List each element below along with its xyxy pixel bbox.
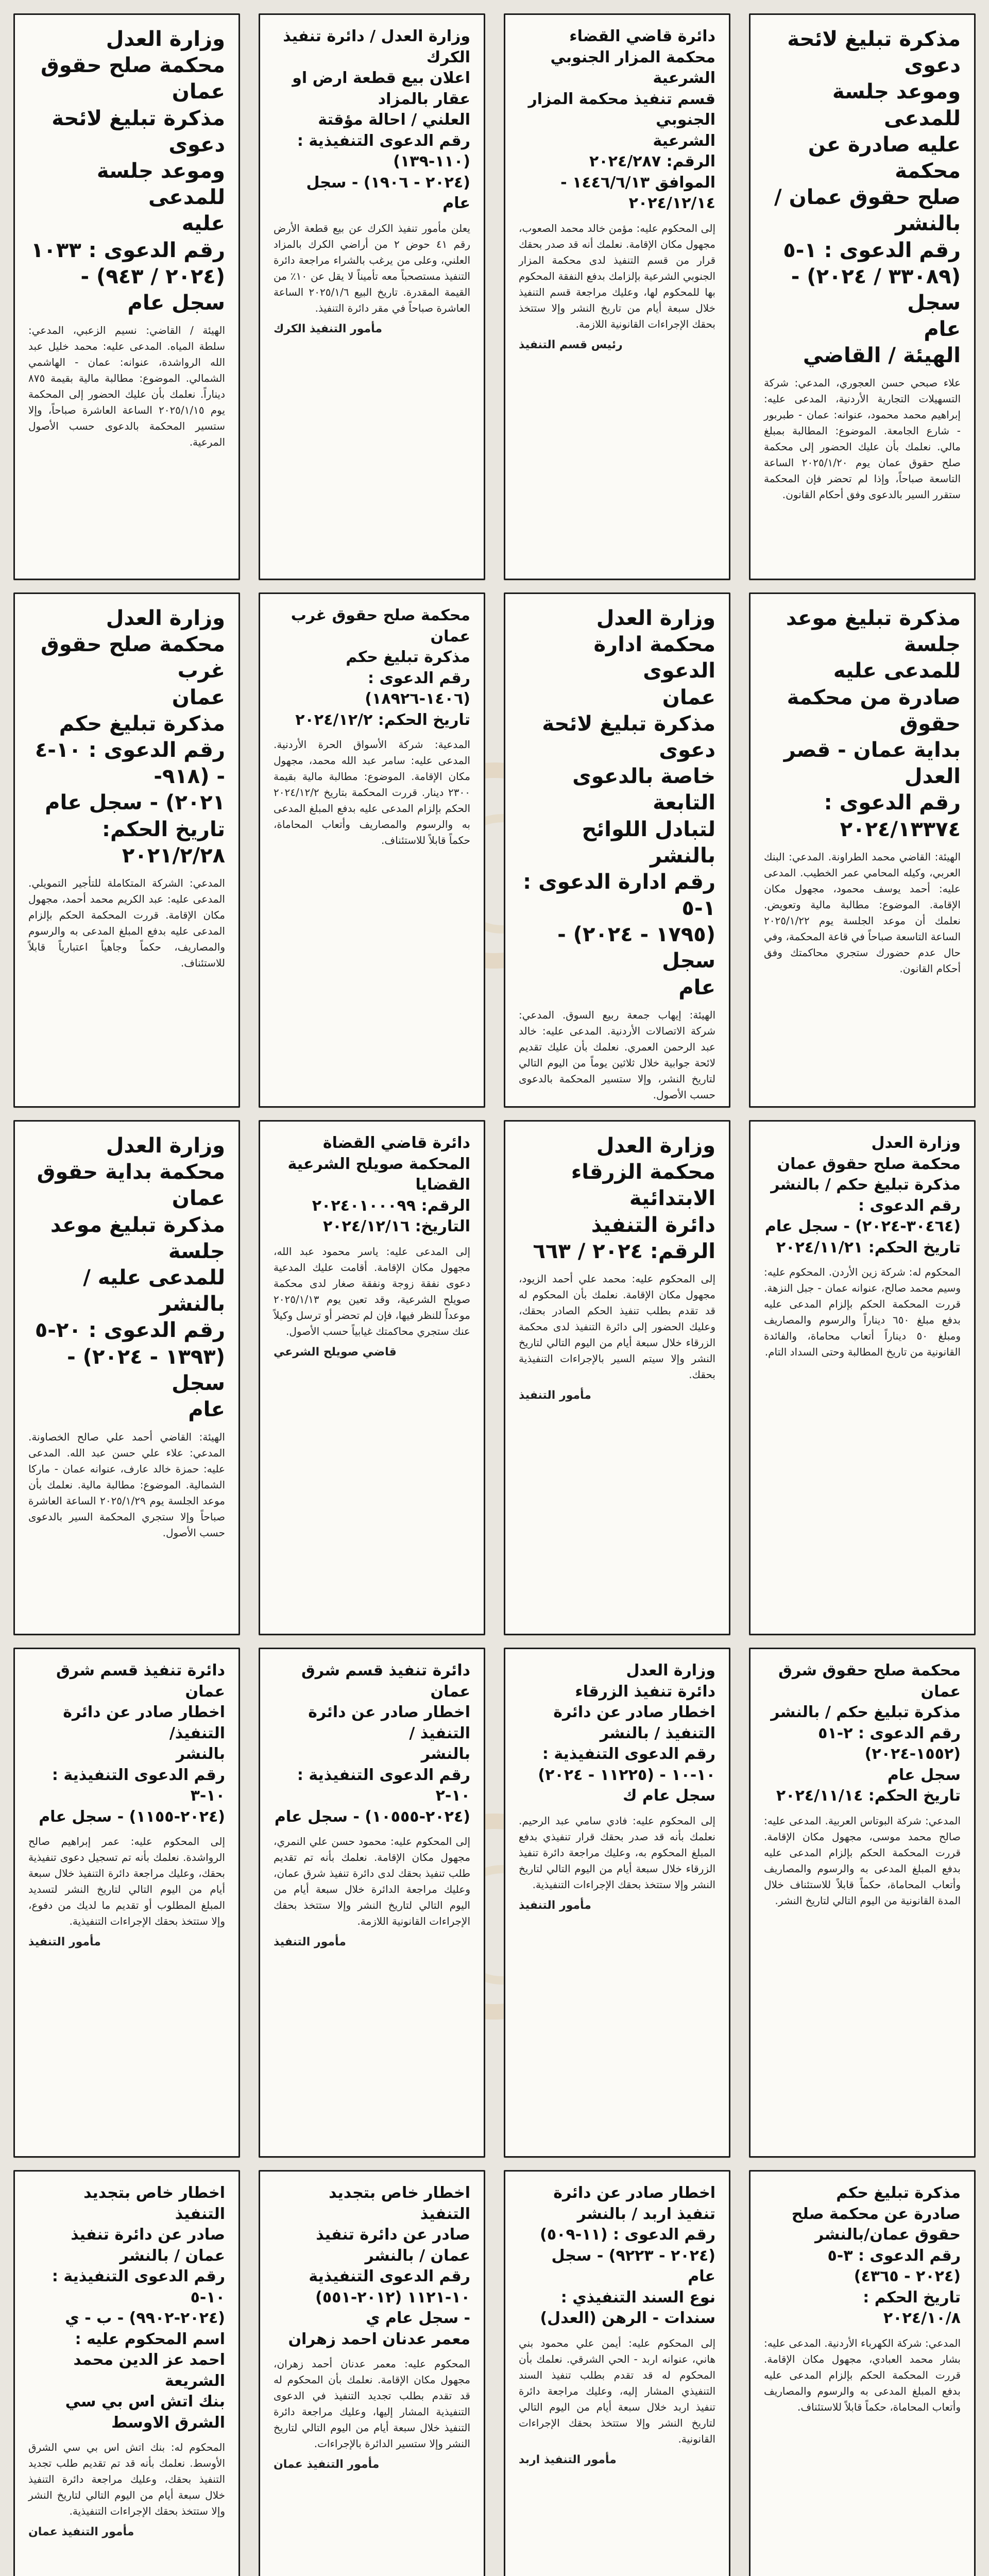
headline-line: خاصة بالدعوى التابعة (572, 765, 715, 815)
notice-header (28, 2183, 225, 2433)
notice-signature: رئيس قسم التنفيذ (519, 338, 623, 351)
header-line: عمان / بالنشر (365, 2246, 470, 2265)
notice-signature: مأمور التنفيذ (519, 1899, 591, 1912)
headline-line: تاريخ الحكم: ٢٠٢١/٢/٢٨ (101, 817, 225, 868)
header-line: مذكرة تبليغ حكم (346, 648, 470, 666)
header-line: صادر عن دائرة تنفيذ (71, 2226, 225, 2244)
headline-line: بداية عمان - قصر العدل (783, 738, 961, 789)
headline-line: رقم الدعوى : ١٠٣٣ (31, 238, 225, 262)
notice-body: المدعية: شركة الأسواق الحرة الأردنية. المدعى عليه: سامر عبد الله محمد، مجهول مكان الإقامة. الموضوع: مطالبة مالية بقيمة ٢٣٠٠ دينار. قررت المحكمة بتاريخ ٢٠٢٤/١٢/٢ الحكم بإلزام المدعى عليه بدفع المبلغ المدعى به والرسوم والمصاريف وأتعاب المحاماة، حكماً قابلاً للاستئناف. (274, 738, 470, 846)
headline-line: عام (188, 1397, 225, 1421)
header-line: بالنشر (421, 1745, 470, 1763)
headline-line: (٣٣٠٨٩ / ٢٠٢٤) - سجل (791, 264, 961, 315)
notice-body: إلى المحكوم عليه: محمود حسن علي النمري، مجهول مكان الإقامة. نعلمك بأنه تم تقديم طلب تنفيذ بحقك لدى دائرة تنفيذ شرق عمان، وعليك مراجعة الدائرة خلال سبعة أيام من اليوم التالي لتاريخ النشر وإلا ستتخذ بحقك الإجراءات القانونية اللازمة. (274, 1835, 470, 1927)
notice-headline (519, 1133, 715, 1265)
headline-line: محكمة بداية حقوق عمان (37, 1160, 225, 1211)
notice-body: المحكوم له: بنك اتش اس بي سي الشرق الأوسط. نعلمك بأنه قد تم تقديم طلب تجديد التنفيذ بحقك، وعليك مراجعة دائرة التنفيذ خلال سبعة أيام من اليوم التالي لتاريخ النشر وإلا ستتخذ بحقك الإجراءات التنفيذية. (28, 2441, 225, 2517)
headline-line: للمدعى عليه (833, 659, 961, 683)
notice-body: الهيئة: القاضي أحمد علي صالح الخصاونة. المدعي: علاء علي حسن عبد الله. المدعى عليه: حمزة خالد عارف، عنوانه عمان - ماركا الشمالية. الموضوع: مطالبة مالية. نعلمك بأن موعد الجلسة يوم ٢٠٢٥/١/٢٩ الساعة العاشرة صباحاً وإلا ستجري المحكمة السير بالدعوى حسب الأصول. (28, 1431, 226, 1539)
header-line: سجل عام ك (622, 1787, 715, 1805)
notice-body: الهيئة: إيهاب جمعة ربيع السوق. المدعي: شركة الاتصالات الأردنية. المدعى عليه: خالد عبد الرحمن العمري. نعلمك بأن عليك تقديم لائحة جوابية خلال ثلاثين يوماً من اليوم التالي لتاريخ النشر، وإلا ستسير المحكمة بالدعوى حسب الأصول. (519, 1008, 715, 1101)
notice-headline (764, 26, 961, 369)
header-line: وزارة العدل (626, 1662, 715, 1680)
header-line: رقم الدعوى : (١١-٥٠٩) (540, 2226, 715, 2244)
notice-card (749, 1120, 976, 1635)
header-line: رقم الدعوى التنفيذية : ١٠-٣ (52, 1766, 225, 1805)
header-line: محكمة المزار الجنوبي الشرعية (550, 48, 715, 87)
notice-card (259, 1120, 485, 1635)
header-line: بنك اتش اس بي سي (65, 2393, 225, 2411)
notice-card (13, 1648, 240, 2158)
header-line: وزارة العدل (871, 1134, 961, 1152)
headline-line: مذكرة تبليغ لائحة دعوى (52, 106, 225, 157)
headline-line: عليه (181, 212, 225, 236)
notice-card (259, 1648, 485, 2158)
headline-line: صادرة من محكمة حقوق (787, 685, 961, 736)
notice-card (749, 2170, 976, 2576)
header-line: - سجل عام ي (366, 2309, 470, 2327)
header-line: مذكرة تبليغ حكم / بالنشر (771, 1176, 961, 1194)
header-line: ٢٠٢٤/١٠/٨ (883, 2309, 961, 2327)
headline-line: (٢٠٢٤ / ٩٤٣) - سجل عام (80, 264, 225, 315)
notice-signature: مأمور التنفيذ الكرك (274, 322, 383, 335)
header-line: اسم المحكوم عليه : (75, 2330, 225, 2348)
header-line: العلني / احالة مؤقتة (318, 111, 470, 129)
notice-headline (519, 605, 715, 1001)
notice-header (274, 26, 470, 214)
headline-line: مذكرة تبليغ موعد جلسة (786, 606, 961, 657)
header-line: اخطار خاص بتجديد التنفيذ (329, 2184, 470, 2223)
header-line: دائرة تنفيذ قسم شرق عمان (301, 1662, 470, 1701)
notice-card (259, 2170, 485, 2576)
header-line: التاريخ: ٢٠٢٤/١٢/١٦ (322, 1217, 470, 1235)
notice-signature: مأمور التنفيذ عمان (274, 2458, 380, 2471)
notice-signature: قاضي صويلح الشرعي (274, 1345, 397, 1359)
notice-header (764, 2183, 961, 2329)
header-line: ١٠-١١٢١ (٢٠١٢-٥٥١) (315, 2288, 470, 2307)
headline-line: مذكرة تبليغ موعد جلسة (50, 1213, 225, 1263)
header-line: (٢٠٢٤-١٠٥٥٥) - سجل عام (274, 1807, 470, 1826)
notice-signature: مأمور التنفيذ عمان (28, 2526, 134, 2538)
notice-signature: مأمور التنفيذ اربد (519, 2453, 617, 2466)
headline-line: رقم الدعوى : (824, 791, 961, 815)
header-line: تاريخ الحكم: ٢٠٢٤/١٢/٢ (295, 710, 470, 729)
header-line: (٢٠٢٤-٩٩٠٢) - ب - ي (65, 2309, 225, 2327)
headline-line: عليه صادرة عن محكمة (808, 132, 961, 183)
header-line: (٢٠٢٤ - ٤٣٦٥) (854, 2267, 961, 2285)
header-line: رقم الدعوى : ٣-٥ (827, 2246, 961, 2265)
header-line: اخطار خاص بتجديد التنفيذ (83, 2184, 225, 2223)
header-line: الشرق الاوسط (111, 2413, 225, 2432)
header-line: صادرة عن محكمة صلح (791, 2205, 961, 2223)
headline-line: للمدعى عليه / بالنشر (83, 1265, 225, 1316)
header-line: محكمة صلح حقوق غرب عمان (291, 606, 470, 646)
headline-line: مذكرة تبليغ حكم (59, 711, 225, 736)
notice-header (274, 1660, 470, 1827)
header-line: اخطار صادر عن دائرة التنفيذ/ (63, 1703, 225, 1742)
header-line: وزارة العدل / دائرة تنفيذ الكرك (283, 27, 470, 66)
header-line: رقم الدعوى : (١٤٠٦-١٨٩٢٦) (365, 669, 470, 708)
notice-header (274, 605, 470, 731)
header-line: احمد عز الدين محمد الشريعة (73, 2351, 225, 2390)
notice-header (519, 1660, 715, 1807)
notice-body: إلى المحكوم عليه: أيمن علي محمود بني هاني، عنوانه اربد - الحي الشرقي. نعلمك بأن المحكوم له قد تقدم بطلب تنفيذ السند التنفيذي المشار إليه، وعليك مراجعة دائرة تنفيذ اربد خلال سبعة أيام من اليوم التالي لتاريخ النشر وإلا ستتخذ بحقك الإجراءات القانونية. (519, 2336, 715, 2445)
notice-card (749, 592, 976, 1108)
headline-line: رقم الدعوى : ١-٥ (783, 238, 961, 262)
header-line: رقم الدعوى التنفيذية : ١٠-٢ (297, 1766, 470, 1805)
header-line: اخطار صادر عن دائرة (553, 1703, 715, 1721)
headline-line: رقم الدعوى : ١٠-٤ - (٩١٨- (35, 738, 225, 789)
notice-headline (28, 26, 225, 316)
header-line: اخطار صادر عن دائرة (553, 2184, 715, 2202)
header-line: معمر عدنان احمد زهران (288, 2330, 470, 2348)
header-line: دائرة قاضي القضاء (569, 27, 715, 45)
headline-line: (١٧٩٥ - ٢٠٢٤) - سجل (557, 923, 715, 973)
notice-card (259, 13, 485, 580)
headline-line: وزارة العدل (106, 606, 225, 630)
headline-line: محكمة الزرقاء الابتدائية (571, 1160, 715, 1211)
header-line: بالنشر (176, 1745, 225, 1763)
notice-body: إلى المحكوم عليه: محمد علي أحمد الزيود، مجهول مكان الإقامة. نعلمك بأن المحكوم له قد تقدم بطلب تنفيذ الحكم الصادر بحقك، وعليك الحضور إلى دائرة التنفيذ لدى محكمة الزرقاء خلال سبعة أيام من اليوم التالي لتاريخ النشر وإلا سيتم السير بالإجراءات التنفيذية بحقك. (519, 1272, 715, 1381)
notice-card (259, 592, 485, 1108)
notice-body: إلى المحكوم عليه: عمر إبراهيم صالح الرواشدة. نعلمك بأنه تم تسجيل دعوى تنفيذية بحقك، وعليك مراجعة دائرة التنفيذ خلال سبعة أيام من اليوم التالي لتاريخ النشر لتسديد المبلغ المطلوب أو تقديم ما لديك من دفوع، وإلا ستتخذ بحقك الإجراءات التنفيذية. (28, 1835, 225, 1927)
notice-card (749, 1648, 976, 2158)
header-line: ١٠-١٠ - (١١٢٢٥ - ٢٠٢٤) (538, 1766, 715, 1784)
header-line: اخطار صادر عن دائرة التنفيذ / (308, 1703, 470, 1742)
header-line: حقوق عمان/بالنشر (815, 2226, 961, 2244)
header-line: سجل عام (887, 1766, 961, 1784)
header-line: دائرة تنفيذ قسم شرق عمان (56, 1662, 225, 1701)
header-line: المحكمة صويلح الشرعية (287, 1155, 470, 1173)
header-line: رقم الدعوى : ٢-٥١ (١٥٥٢-٢٠٢٤) (818, 1724, 961, 1763)
notice-header (274, 1133, 470, 1238)
header-line: مذكرة تبليغ حكم / بالنشر (771, 1703, 961, 1721)
header-line: (٢٠٢٤-١١٥٥) - سجل عام (39, 1807, 225, 1826)
headline-line: وموعد جلسة للمدعى (96, 159, 225, 210)
notice-headline (764, 605, 961, 843)
header-line: رقم الدعوى التنفيذية : ١٠-٥ (52, 2267, 225, 2307)
header-line: نوع السند التنفيذي : (560, 2288, 715, 2307)
notice-body: إلى المحكوم عليه: فادي سامي عبد الرحيم. نعلمك بأنه قد صدر بحقك قرار تنفيذي بدفع المبلغ المحكوم به، وعليك مراجعة دائرة تنفيذ الزرقاء خلال سبعة أيام من اليوم التالي لتاريخ النشر وإلا ستتخذ بحقك الإجراءات التنفيذية. (519, 1814, 715, 1891)
header-line: رقم الدعوى التنفيذية (309, 2267, 470, 2285)
header-line: دائرة تنفيذ الزرقاء (575, 1682, 715, 1701)
notice-header (764, 1660, 961, 1807)
header-line: تنفيذ اربد / بالنشر (577, 2205, 715, 2223)
headline-line: (١٣٩٣ - ٢٠٢٤) - سجل (67, 1345, 225, 1395)
notice-body: إلى المحكوم عليه: مؤمن خالد محمد الصعوب، مجهول مكان الإقامة. نعلمك أنه قد صدر بحقك قرار من قسم التنفيذ لدى محكمة المزار الجنوبي الشرعية بإلزامك بدفع النفقة المحكوم بها للمحكوم لها، وعليك مراجعة قسم التنفيذ خلال سبعة أيام من تاريخ النشر وإلا ستتخذ بحقك الإجراءات القانونية اللازمة. (519, 222, 715, 330)
headline-line: ٢٠٢١) - سجل عام (45, 791, 225, 815)
header-line: صادر عن دائرة تنفيذ (316, 2226, 470, 2244)
header-line: مذكرة تبليغ حكم (836, 2184, 961, 2202)
notice-signature: مأمور التنفيذ (28, 1936, 101, 1948)
notice-header (28, 1660, 225, 1827)
header-line: رقم الدعوى : (٣٠٤٦٤-٢٠٢٤) - سجل عام (764, 1196, 961, 1235)
headline-line: رقم ادارة الدعوى : ١-٥ (523, 870, 715, 921)
header-line: قسم تنفيذ محكمة المزار الجنوبي (528, 90, 715, 129)
notice-card (13, 1120, 240, 1635)
notice-header (519, 2183, 715, 2329)
header-line: دائرة قاضي القضاة (322, 1134, 470, 1152)
headline-line: دائرة التنفيذ (591, 1213, 715, 1237)
notice-header (519, 26, 715, 214)
header-line: تاريخ الحكم: ٢٠٢٤/١١/١٤ (776, 1787, 961, 1805)
header-line: عمان / بالنشر (120, 2246, 225, 2265)
headline-line: ٢٠٢٤/١٣٣٧٤ (840, 817, 961, 841)
notice-body: المحكوم عليه: معمر عدنان أحمد زهران، مجهول مكان الإقامة. نعلمك بأن المحكوم له قد تقدم بطلب تجديد التنفيذ في الدعوى التنفيذية المشار إليها، وعليك مراجعة دائرة التنفيذ خلال سبعة أيام من اليوم التالي لتاريخ النشر وإلا ستسير الدائرة بالإجراءات. (274, 2358, 470, 2450)
notice-card (13, 2170, 240, 2576)
headline-line: الهيئة / القاضي (803, 344, 961, 368)
header-line: تاريخ الحكم: ٢٠٢٤/١١/٢١ (776, 1238, 961, 1257)
header-line: الرقم: ٢٠٢٤٠١٠٠٠٩٩ (312, 1196, 470, 1215)
header-line: القضايا (415, 1176, 470, 1194)
notice-card (504, 13, 730, 580)
header-line: تاريخ الحكم : (863, 2288, 961, 2307)
header-line: التنفيذ / بالنشر (600, 1724, 715, 1742)
headline-line: مذكرة تبليغ لائحة دعوى (542, 711, 715, 762)
notice-body: إلى المدعى عليه: ياسر محمود عبد الله، مجهول مكان الإقامة. أقامت عليك المدعية دعوى نفقة زوجة ونفقة صغار لدى محكمة صويلح الشرعية، وقد تعين يوم ٢٠٢٥/١/١٣ موعداً للنظر فيها، فإن لم تحضر أو ترسل وكيلاً عنك ستجري محاكمتك غيابياً حسب الأصول. (274, 1245, 470, 1337)
headline-line: الرقم: ٢٠٢٤ / ٦٦٣ (533, 1239, 715, 1263)
notice-card (504, 1120, 730, 1635)
header-line: (٢٠٢٤ - ١٩٠٦) - سجل عام (306, 173, 470, 212)
notice-card (13, 13, 240, 580)
notice-headline (28, 1133, 225, 1423)
header-line: اعلان بيع قطعة ارض او عقار بالمزاد (292, 69, 470, 108)
notice-signature: مأمور التنفيذ (519, 1388, 591, 1402)
notice-card (13, 592, 240, 1108)
headline-line: عمان (662, 685, 715, 709)
notice-body: المدعي: الشركة المتكاملة للتأجير التمويلي. المدعى عليه: عبد الكريم محمد أحمد، مجهول مكان الإقامة. قررت المحكمة الحكم بإلزام المدعى عليه بدفع المبلغ المدعى به والرسوم والمصاريف، حكماً وجاهياً اعتبارياً قابلاً للاستئناف. (28, 876, 225, 969)
header-line: محكمة صلح حقوق شرق عمان (778, 1662, 961, 1701)
header-line: رقم الدعوى التنفيذية : (١١٠-١٣٩) (297, 131, 470, 171)
header-line: الشرعية (653, 131, 715, 150)
header-line: محكمة صلح حقوق عمان (777, 1155, 961, 1173)
headline-line: وزارة العدل (596, 606, 715, 630)
notice-body: الهيئة / القاضي: نسيم الزعبي، المدعي: سلطة المياه. المدعى عليه: محمد خليل عبد الله الرواشدة، عنوانه: عمان - الهاشمي الشمالي. الموضوع: مطالبة مالية بقيمة ٨٧٥ ديناراً. نعلمك بأن عليك الحضور إلى المحكمة يوم ٢٠٢٥/١/١٥ الساعة العاشرة صباحاً، وإلا ستسير المحكمة بالدعوى حسب الأصول المرعية. (28, 324, 226, 449)
headline-line: وزارة العدل (596, 1134, 715, 1158)
notice-card (504, 2170, 730, 2576)
headline-line: عمان (172, 685, 225, 709)
notice-body: علاء صبحي حسن العجوري، المدعي: شركة التسهيلات التجارية الأردنية، المدعى عليه: إبراهيم محمد محمود، عنوانه: عمان - طبربور - شارع الجامعة. الموضوع: المطالبة بمبلغ مالي. نعلمك بأن عليك الحضور إلى محكمة صلح حقوق عمان يوم ٢٠٢٥/١/٢٠ الساعة التاسعة صباحاً، وإذا لم تحضر فإن المحكمة ستقرر السير بالدعوى وفق أحكام القانون. (764, 377, 961, 501)
notice-card (504, 1648, 730, 2158)
notice-body: الهيئة: القاضي محمد الطراونة. المدعي: البنك العربي، وكيله المحامي عمر الخطيب. المدعى عليه: أحمد يوسف محمود، مجهول مكان الإقامة. الموضوع: مطالبة مالية وتعويض. نعلمك أن موعد الجلسة يوم ٢٠٢٥/١/٢٢ الساعة التاسعة صباحاً في قاعة المحكمة، وفي حال عدم حضورك ستجري محاكمتك وفق أحكام القانون. (764, 850, 961, 975)
notice-body: المدعي: شركة الكهرباء الأردنية. المدعى عليه: بشار محمد العبادي، مجهول مكان الإقامة. قررت المحكمة الحكم بإلزام المدعى عليه بدفع المبلغ المدعى به والرسوم والمصاريف وأتعاب المحاماة، حكماً قابلاً للاستئناف. (764, 2336, 961, 2413)
headline-line: محكمة صلح حقوق عمان (40, 54, 225, 104)
header-line: الرقم: ٢٠٢٤/٢٨٧ (589, 152, 715, 171)
notice-header (764, 1133, 961, 1258)
headline-line: عام (924, 317, 961, 342)
headline-line: لتبادل اللوائح بالنشر (582, 817, 715, 868)
notice-header (274, 2183, 470, 2350)
headline-line: مذكرة تبليغ لائحة دعوى (787, 27, 961, 78)
headline-line: محكمة صلح حقوق غرب (40, 633, 225, 683)
headline-line: وموعد جلسة للمدعى (832, 80, 961, 130)
header-line: الموافق ١٤٤٦/٦/١٣ - ٢٠٢٤/١٢/١٤ (560, 173, 715, 212)
header-line: سندات - الرهن (العدل) (540, 2309, 715, 2327)
notice-card (749, 13, 976, 580)
notice-signature: مأمور التنفيذ (274, 1936, 346, 1948)
headline-line: رقم الدعوى : ٢٠-٥ (35, 1318, 225, 1343)
headline-line: وزارة العدل (106, 1134, 225, 1158)
headline-line: عام (678, 975, 715, 999)
header-line: رقم الدعوى التنفيذية : (542, 1745, 715, 1763)
headline-line: وزارة العدل (106, 27, 225, 51)
notice-body: المدعي: شركة البوتاس العربية. المدعى عليه: صالح محمد موسى، مجهول مكان الإقامة. قررت المحكمة الحكم بإلزام المدعى عليه بدفع المبلغ المدعى به والرسوم والمصاريف وأتعاب المحاماة، حكماً قابلاً للاستئناف خلال المدة القانونية من اليوم التالي لتاريخ النشر. (764, 1814, 961, 1907)
notice-body: المحكوم له: شركة زين الأردن. المحكوم عليه: وسيم محمد صالح، عنوانه عمان - جبل النزهة. قررت المحكمة الحكم بإلزام المدعى عليه بدفع مبلغ ٦٥٠ ديناراً والرسوم والمصاريف ومبلغ ٥٠ ديناراً أتعاب محاماة، والفائدة القانونية من تاريخ المطالبة وحتى السداد التام. (764, 1266, 961, 1358)
notice-headline (28, 605, 225, 869)
headline-line: محكمة ادارة الدعوى (593, 633, 715, 683)
notice-body: يعلن مأمور تنفيذ الكرك عن بيع قطعة الأرض رقم ٤١ حوض ٢ من أراضي الكرك بالمزاد العلني، وعلى من يرغب بالشراء مراجعة دائرة التنفيذ مستصحباً معه تأميناً لا يقل عن ١٠٪ من القيمة المقدرة. تاريخ البيع ٢٠٢٥/١/٦ الساعة العاشرة صباحاً في مقر دائرة التنفيذ. (274, 222, 470, 314)
notice-card (504, 592, 730, 1108)
header-line: (٢٠٢٤ - ٩٢٢٣) - سجل عام (551, 2246, 715, 2285)
headline-line: صلح حقوق عمان / بالنشر (774, 185, 961, 236)
